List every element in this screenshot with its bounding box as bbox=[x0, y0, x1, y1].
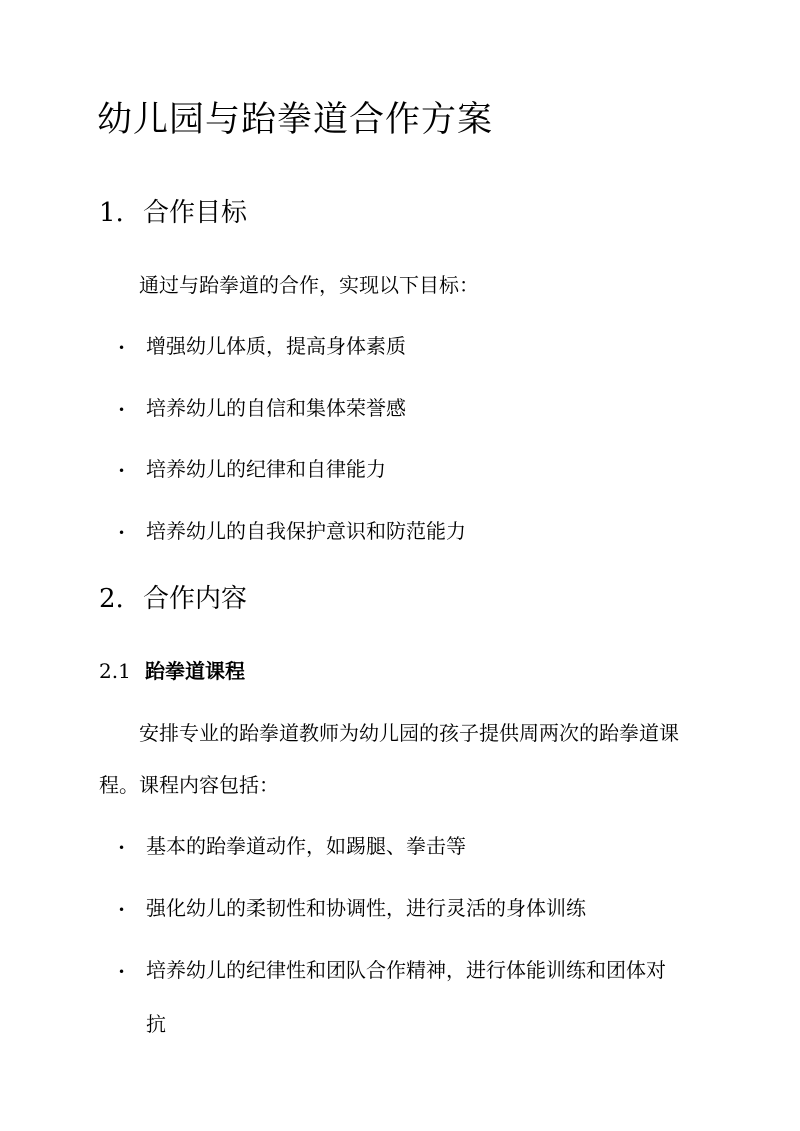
bullet-icon: • bbox=[118, 525, 126, 540]
subsection-2-1-heading bbox=[99, 656, 245, 686]
subsection-2-1-title: 跆拳道课程 bbox=[145, 659, 245, 683]
list-item bbox=[118, 955, 666, 987]
list-item-text: 增强幼儿体质，提高身体素质 bbox=[146, 334, 406, 358]
paragraph-text: 安排专业的跆拳道教师为幼儿园的孩子提供周两次的跆拳道课 bbox=[139, 721, 679, 745]
section-1-intro bbox=[99, 270, 709, 300]
list-item-continuation: 抗 bbox=[146, 1012, 166, 1036]
section-2-number: 2. bbox=[99, 584, 124, 614]
paragraph-text: 程。课程内容包括： bbox=[99, 773, 279, 797]
bullet-icon: • bbox=[118, 463, 126, 478]
subsection-2-1-paragraph-line-1 bbox=[99, 718, 709, 748]
list-item-text: 基本的跆拳道动作，如踢腿、拳击等 bbox=[146, 834, 466, 858]
document-title: 幼儿园与跆拳道合作方案 bbox=[97, 100, 494, 140]
list-item bbox=[118, 516, 466, 548]
list-item bbox=[118, 393, 406, 425]
section-2-title: 合作内容 bbox=[143, 584, 248, 614]
bullet-icon: • bbox=[118, 840, 126, 855]
subsection-2-1-paragraph-line-2 bbox=[99, 770, 709, 800]
list-item-text: 培养幼儿的自信和集体荣誉感 bbox=[146, 396, 406, 420]
list-item bbox=[118, 893, 586, 925]
list-item bbox=[118, 454, 386, 486]
bullet-icon: • bbox=[118, 402, 126, 417]
section-1-title: 合作目标 bbox=[143, 198, 248, 228]
subsection-2-1-number: 2.1 bbox=[99, 659, 131, 683]
list-item-text: 培养幼儿的自我保护意识和防范能力 bbox=[146, 519, 466, 543]
section-2-heading bbox=[99, 581, 247, 617]
list-item-text: 培养幼儿的纪律性和团队合作精神，进行体能训练和团体对 bbox=[146, 958, 666, 982]
list-item bbox=[118, 831, 466, 863]
section-1-intro-text: 通过与跆拳道的合作，实现以下目标： bbox=[139, 273, 479, 297]
bullet-icon: • bbox=[118, 964, 126, 979]
bullet-icon: • bbox=[118, 902, 126, 917]
section-1-number: 1. bbox=[99, 198, 124, 228]
list-item-text: 培养幼儿的纪律和自律能力 bbox=[146, 457, 386, 481]
section-1-heading bbox=[99, 195, 247, 231]
list-item-text: 强化幼儿的柔韧性和协调性，进行灵活的身体训练 bbox=[146, 896, 586, 920]
list-item bbox=[118, 331, 406, 363]
bullet-icon: • bbox=[118, 340, 126, 355]
